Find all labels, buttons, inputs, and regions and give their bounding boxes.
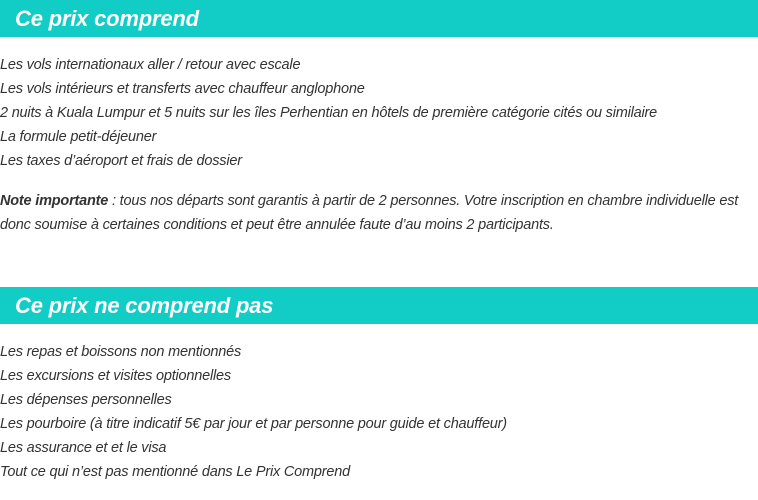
excluded-section-header xyxy=(0,287,758,324)
included-title: Ce prix comprend xyxy=(15,5,199,31)
list-item: Les repas et boissons non mentionnés xyxy=(0,344,242,360)
list-item: Les dépenses personnelles xyxy=(0,392,172,408)
included-list xyxy=(0,53,657,173)
list-item: Les assurance et et le visa xyxy=(0,440,167,456)
note-text: : tous nos départs sont garantis à partir de 2 personnes. Votre inscription en chambre individuelle est donc soumise à certaines conditions et peut être annulée faute d’au moins 2 participants. xyxy=(0,193,739,233)
list-item: La formule petit-déjeuner xyxy=(0,129,157,145)
note-label: Note importante xyxy=(0,193,109,209)
included-section-header xyxy=(0,0,758,37)
excluded-list xyxy=(0,340,507,484)
list-item: 2 nuits à Kuala Lumpur et 5 nuits sur les îles Perhentian en hôtels de première catégorie cités ou similaire xyxy=(0,105,658,121)
excluded-title: Ce prix ne comprend pas xyxy=(15,292,274,318)
list-item: Les taxes d’aéroport et frais de dossier xyxy=(0,153,242,169)
list-item: Les pourboire (à titre indicatif 5€ par jour et par personne pour guide et chauffeur) xyxy=(0,416,507,432)
list-item: Les excursions et visites optionnelles xyxy=(0,368,231,384)
important-note xyxy=(0,189,752,237)
list-item: Les vols intérieurs et transferts avec chauffeur anglophone xyxy=(0,81,365,97)
list-item: Tout ce qui n’est pas mentionné dans Le Prix Comprend xyxy=(0,464,350,480)
list-item: Les vols internationaux aller / retour avec escale xyxy=(0,57,301,73)
